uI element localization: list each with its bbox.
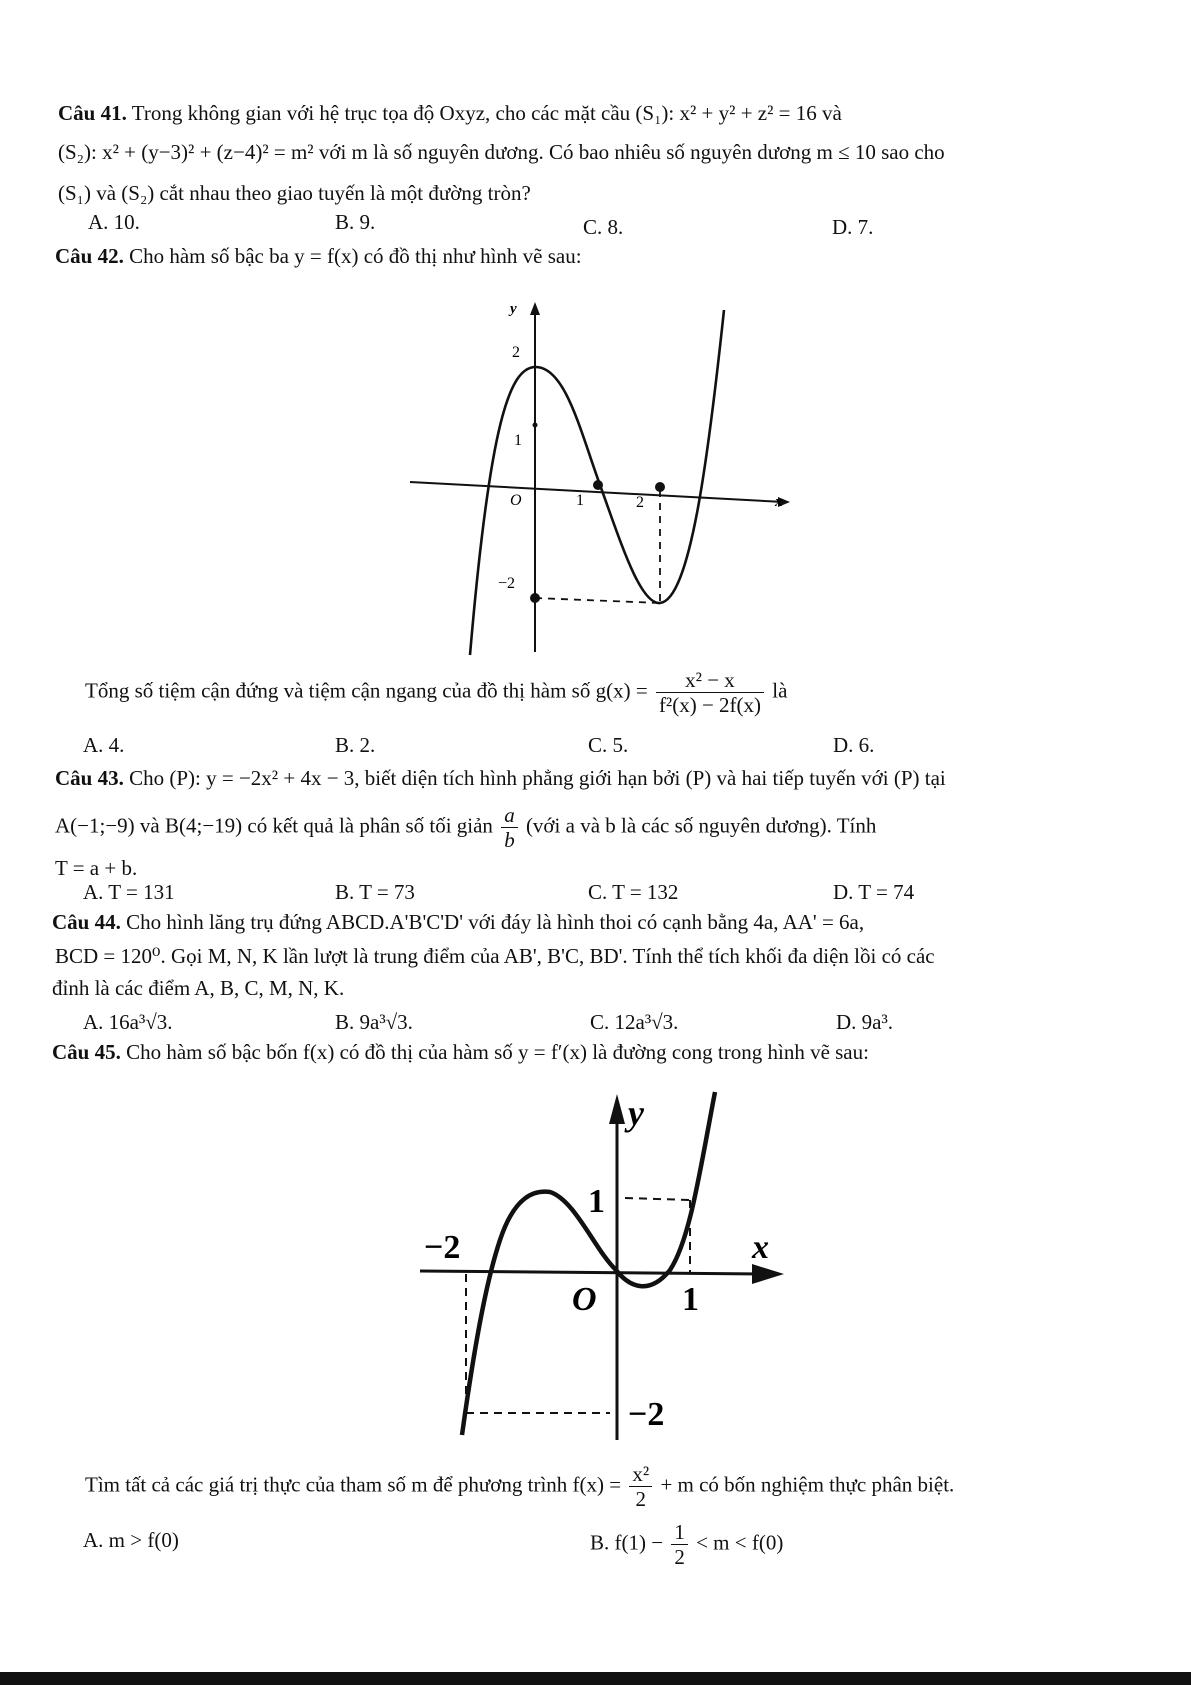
q45-tick-y-m2: −2 <box>628 1396 665 1433</box>
q45-origin: O <box>572 1281 597 1318</box>
q44-text1: Cho hình lăng trụ đứng ABCD.A'B'C'D' với đáy là hình thoi có cạnh bằng 4a, AA' = 6a, <box>126 910 865 934</box>
q43-line3: T = a + b. <box>55 856 138 880</box>
q45-question-post: + m có bốn nghiệm thực phân biệt. <box>660 1472 955 1497</box>
q41-option-a: A. 10. <box>88 210 140 234</box>
q43-line1 <box>55 766 946 791</box>
q42-tick-x-1: 1 <box>576 492 584 509</box>
q44-line1 <box>52 910 864 935</box>
q41-label: Câu 41. <box>58 101 127 125</box>
q44-option-d: D. 9a³. <box>836 1010 894 1034</box>
q45-x-arrow-icon <box>752 1264 784 1284</box>
q45-y-arrow-icon <box>609 1094 625 1124</box>
q43-text1: Cho (P): y = −2x² + 4x − 3, biết diện tích hình phẳng giới hạn bởi (P) và hai tiếp tuyến với (P) tại <box>129 766 946 790</box>
q44-line2: BCD = 120⁰. Gọi M, N, K lần lượt là trung điểm của AB', B'C, BD'. Tính thể tích khối đa diện lồi có các <box>55 944 935 968</box>
q45-question <box>85 1462 954 1511</box>
q42-question <box>85 668 787 717</box>
q44-option-b: B. 9a³√3. <box>335 1010 413 1034</box>
q41-option-b: B. 9. <box>335 210 376 234</box>
q45-frac-num: x² <box>629 1462 652 1487</box>
q45-label: Câu 45. <box>52 1040 121 1064</box>
q43-line2 <box>55 803 876 852</box>
q42-frac-num: x² − x <box>656 668 764 693</box>
q45-frac-den: 2 <box>635 1487 647 1512</box>
q42-graph <box>400 290 800 660</box>
q42-tick-y-m2: −2 <box>498 575 516 592</box>
page-bottom-border <box>0 1672 1191 1685</box>
q41-line3: (S₁) và (S₂) cắt nhau theo giao tuyến là một đường tròn? <box>58 181 531 205</box>
q42-tick-y-2: 2 <box>512 344 520 361</box>
q44-option-c: C. 12a³√3. <box>590 1010 679 1034</box>
q42-option-c: C. 5. <box>588 733 629 757</box>
q45-x-label: x <box>752 1229 769 1266</box>
q43-fraction <box>501 803 518 852</box>
q45-x-axis <box>420 1271 770 1274</box>
q45-tick-y-1: 1 <box>588 1183 605 1220</box>
q43-option-c: C. T = 132 <box>588 880 679 904</box>
q45-fraction <box>629 1462 652 1511</box>
q43-text2-pre: A(−1;−9) và B(4;−19) có kết quả là phân số tối giản <box>55 813 493 838</box>
q45-option-b-post: < m < f(0) <box>696 1530 784 1555</box>
q42-tick-x-2: 2 <box>636 494 644 511</box>
q45-tick-x-m2: −2 <box>424 1229 461 1266</box>
q44-line3: đỉnh là các điểm A, B, C, M, N, K. <box>52 976 345 1000</box>
q42-point-min <box>530 593 540 603</box>
q42-tick-1 <box>533 423 538 428</box>
q43-option-b: B. T = 73 <box>335 880 415 904</box>
q42-dash-h <box>535 598 660 603</box>
q42-point-1 <box>593 480 603 490</box>
q45-option-b-fraction <box>671 1520 688 1569</box>
q42-option-a: A. 4. <box>83 733 125 757</box>
q45-option-b-num: 1 <box>671 1520 688 1545</box>
q45-question-pre: Tìm tất cả các giá trị thực của tham số m để phương trình f(x) = <box>85 1472 622 1497</box>
q42-option-b: B. 2. <box>335 733 376 757</box>
q43-frac-num: a <box>501 803 518 828</box>
q45-dash-h-top <box>625 1198 690 1200</box>
q42-y-label: y <box>510 301 517 317</box>
q45-option-b-den: 2 <box>674 1545 685 1570</box>
q45-option-b-pre: B. f(1) − <box>590 1530 664 1555</box>
q42-question-post: là <box>772 678 788 703</box>
q44-label: Câu 44. <box>52 910 121 934</box>
q45-option-b <box>590 1520 783 1569</box>
q41-option-c: C. 8. <box>583 215 624 239</box>
q43-label: Câu 43. <box>55 766 124 790</box>
q41-option-d: D. 7. <box>832 215 874 239</box>
q42-label: Câu 42. <box>55 244 124 268</box>
q42-tick-y-1: 1 <box>514 432 522 449</box>
q42-question-pre: Tổng số tiệm cận đứng và tiệm cận ngang của đồ thị hàm số g(x) = <box>85 678 648 703</box>
q44-option-a: A. 16a³√3. <box>83 1010 173 1034</box>
q42-line1 <box>55 244 582 269</box>
q42-point-2 <box>655 482 665 492</box>
q41-line1 <box>58 101 842 126</box>
q45-y-label: y <box>628 1093 644 1133</box>
q43-text2-post: (với a và b là các số nguyên dương). Tính <box>525 813 877 838</box>
q41-line2: (S₂): x² + (y−3)² + (z−4)² = m² với m là số nguyên dương. Có bao nhiêu số nguyên dương m ≤ 10 sao cho <box>58 140 945 164</box>
q43-frac-den: b <box>504 828 515 853</box>
q43-option-a: A. T = 131 <box>83 880 175 904</box>
q42-y-arrow-icon <box>530 302 540 315</box>
q45-tick-x-1: 1 <box>682 1281 699 1318</box>
q45-graph <box>410 1085 795 1445</box>
q42-origin: O <box>510 492 522 509</box>
q45-curve <box>462 1092 715 1435</box>
q45-intro: Cho hàm số bậc bốn f(x) có đồ thị của hàm số y = f′(x) là đường cong trong hình vẽ sau: <box>126 1040 869 1064</box>
q41-text1: Trong không gian với hệ trục tọa độ Oxyz, cho các mặt cầu (S₁): x² + y² + z² = 16 và <box>131 101 842 125</box>
q42-x-label: x <box>775 494 783 510</box>
q43-option-d: D. T = 74 <box>833 880 915 904</box>
q45-line1 <box>52 1040 869 1065</box>
q42-intro: Cho hàm số bậc ba y = f(x) có đồ thị như hình vẽ sau: <box>129 244 582 268</box>
q42-option-d: D. 6. <box>833 733 875 757</box>
q42-frac-den: f²(x) − 2f(x) <box>658 693 762 718</box>
q45-option-a: A. m > f(0) <box>83 1528 179 1552</box>
q42-fraction <box>656 668 764 717</box>
